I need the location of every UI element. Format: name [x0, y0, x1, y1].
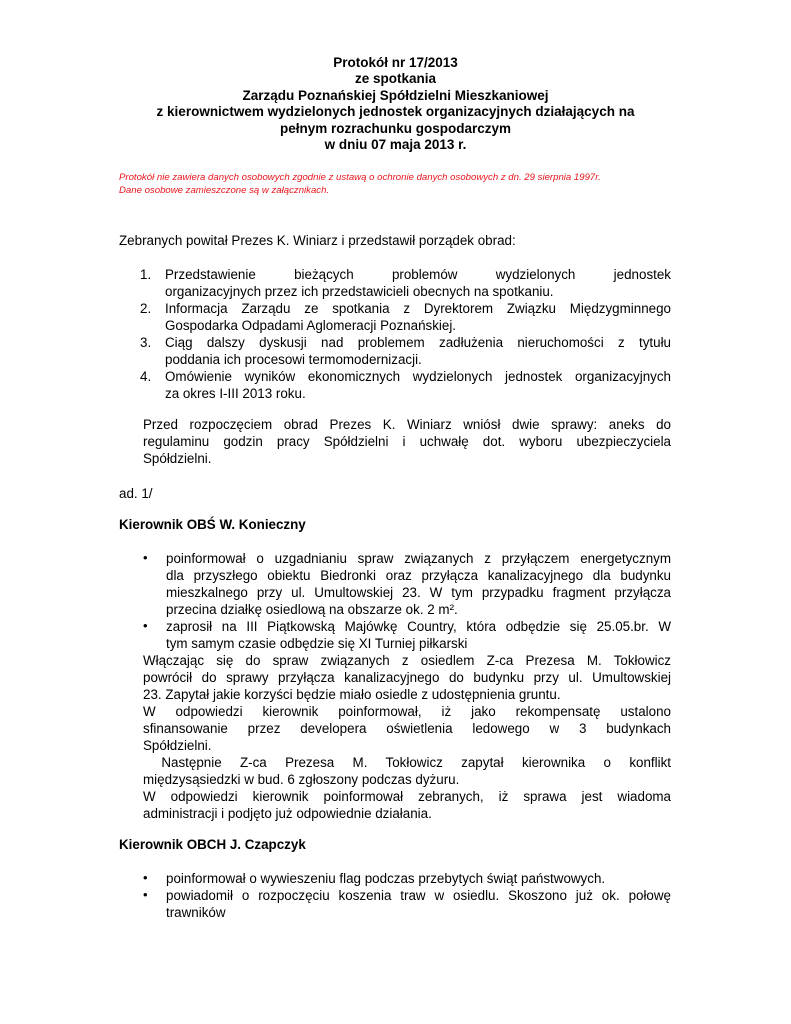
- document-title: [100, 55, 691, 153]
- title-line: Protokół nr 17/2013: [333, 55, 458, 70]
- title-line: pełnym rozrachunku gospodarczym: [279, 120, 512, 136]
- bullet-line: tym samym czasie odbędzie się XI Turniej piłkarski: [166, 636, 468, 651]
- bullet-item: [166, 618, 671, 652]
- agenda-line: Ciąg dalszy dyskusji nad problemem zadłużenia nieruchomości z tytułu: [165, 335, 671, 350]
- paragraph-line: administracji i podjęto już odpowiednie działania.: [143, 806, 432, 821]
- bullet-line: powiadomił o rozpoczęciu koszenia traw w osiedlu. Skoszono już ok. połowę: [166, 888, 671, 903]
- bullet-line: przecina działkę osiedlową na obszarze ok. 2 m².: [166, 602, 458, 617]
- paragraph-line: Spółdzielni.: [143, 738, 212, 753]
- agenda-line: za okres I-III 2013 roku.: [165, 386, 306, 401]
- data-protection-note: [119, 172, 699, 198]
- intro-text: Zebranych powitał Prezes K. Winiarz i przedstawił porządek obrad:: [119, 233, 516, 248]
- bullet-item: [166, 887, 671, 921]
- title-line: w dniu 07 maja 2013 r.: [324, 137, 467, 153]
- agenda-number: 1.: [140, 267, 152, 282]
- agenda-line: organizacyjnych przez ich przedstawicieli obecnych na spotkaniu.: [165, 284, 554, 299]
- discussion-paragraphs: [143, 652, 671, 822]
- bullet-line: zaprosił na III Piątkowską Majówkę Country, która odbędzie się 25.05.br. W: [166, 619, 671, 634]
- paragraph-line: Przed rozpoczęciem obrad Prezes K. Winiarz wniósł dwie sprawy: aneks do: [143, 417, 671, 432]
- bullet-line: mieszkalnego przy ul. Umultowskiej 23. W tym przypadku fragment przyłącza: [166, 585, 671, 600]
- agenda-number: 2.: [140, 301, 152, 316]
- bullet-line: trawników: [166, 905, 226, 920]
- agenda-line: poddania ich procesowi termomodernizacji.: [165, 352, 422, 367]
- title-line: z kierownictwem wydzielonych jednostek organizacyjnych działających na: [156, 104, 635, 120]
- note-line: Dane osobowe zamieszczone są w załącznikach.: [119, 184, 330, 196]
- paragraph-line: W odpowiedzi kierownik poinformował zebranych, iż sprawa jest wiadoma: [143, 789, 671, 804]
- agenda-line: Informacja Zarządu ze spotkania z Dyrektorem Związku Międzygminnego: [165, 301, 671, 316]
- paragraph-line: 23. Zapytał jakie korzyści będzie miało osiedle z udostępnienia gruntu.: [143, 687, 561, 702]
- section-heading-obch: Kierownik OBCH J. Czapczyk: [119, 837, 306, 852]
- agenda-line: Gospodarka Odpadami Aglomeracji Poznańskiej.: [165, 318, 457, 333]
- paragraph-line: Spółdzielni.: [143, 451, 212, 466]
- paragraph-line: W odpowiedzi kierownik poinformował, iż jako rekompensatę ustalono: [143, 704, 671, 719]
- bullet-icon: •: [143, 887, 148, 902]
- bullet-item: [166, 550, 671, 618]
- bullet-icon: •: [143, 550, 148, 565]
- agenda-item: [140, 300, 671, 334]
- agenda-item: [140, 334, 671, 368]
- agenda-number: 3.: [140, 335, 152, 350]
- agenda-point-label: ad. 1/: [119, 486, 153, 501]
- bullet-icon: •: [143, 870, 148, 885]
- paragraph-line: sfinansowanie przez developera oświetlenia ledowego w 3 budynkach: [143, 721, 671, 736]
- paragraph-line: regulaminu godzin pracy Spółdzielni i uchwałę dot. wyboru ubezpieczyciela: [143, 434, 671, 449]
- section-heading-obs: Kierownik OBŚ W. Konieczny: [119, 517, 306, 532]
- opening-remarks: [143, 416, 671, 467]
- agenda-line: Przedstawienie bieżących problemów wydzielonych jednostek: [165, 267, 671, 282]
- bullet-line: poinformował o wywieszeniu flag podczas przebytych świąt państwowych.: [166, 871, 606, 886]
- note-line: Protokół nie zawiera danych osobowych zgodnie z ustawą o ochronie danych osobowych z dn. 29 sierpnia 1997r.: [119, 172, 601, 183]
- agenda-item: [140, 368, 671, 402]
- agenda-list: [140, 266, 671, 402]
- agenda-line: Omówienie wyników ekonomicznych wydzielonych jednostek organizacyjnych: [165, 369, 671, 384]
- paragraph-line: Następnie Z-ca Prezesa M. Tokłowicz zapytał kierownika o konflikt: [143, 755, 671, 770]
- bullet-line: poinformował o uzgadnianiu spraw związanych z przyłączem energetycznym: [166, 551, 671, 566]
- paragraph-line: międzysąsiedzki w bud. 6 zgłoszony podczas dyżuru.: [143, 772, 460, 787]
- bullet-icon: •: [143, 618, 148, 633]
- agenda-number: 4.: [140, 369, 152, 384]
- agenda-item: [140, 266, 671, 300]
- paragraph-line: Włączając się do spraw związanych z osiedlem Z-ca Prezesa M. Tokłowicz: [143, 653, 671, 668]
- title-line: ze spotkania: [354, 71, 437, 87]
- bullet-item: [166, 870, 671, 887]
- paragraph-line: powrócił do sprawy przyłącza kanalizacyjnego do budynku przy ul. Umultowskiej: [143, 670, 671, 685]
- bullet-line: dla przyszłego obiektu Biedronki oraz przyłącza kanalizacyjnego dla budynku: [166, 568, 671, 583]
- title-line: Zarządu Poznańskiej Spółdzielni Mieszkaniowej: [242, 87, 549, 103]
